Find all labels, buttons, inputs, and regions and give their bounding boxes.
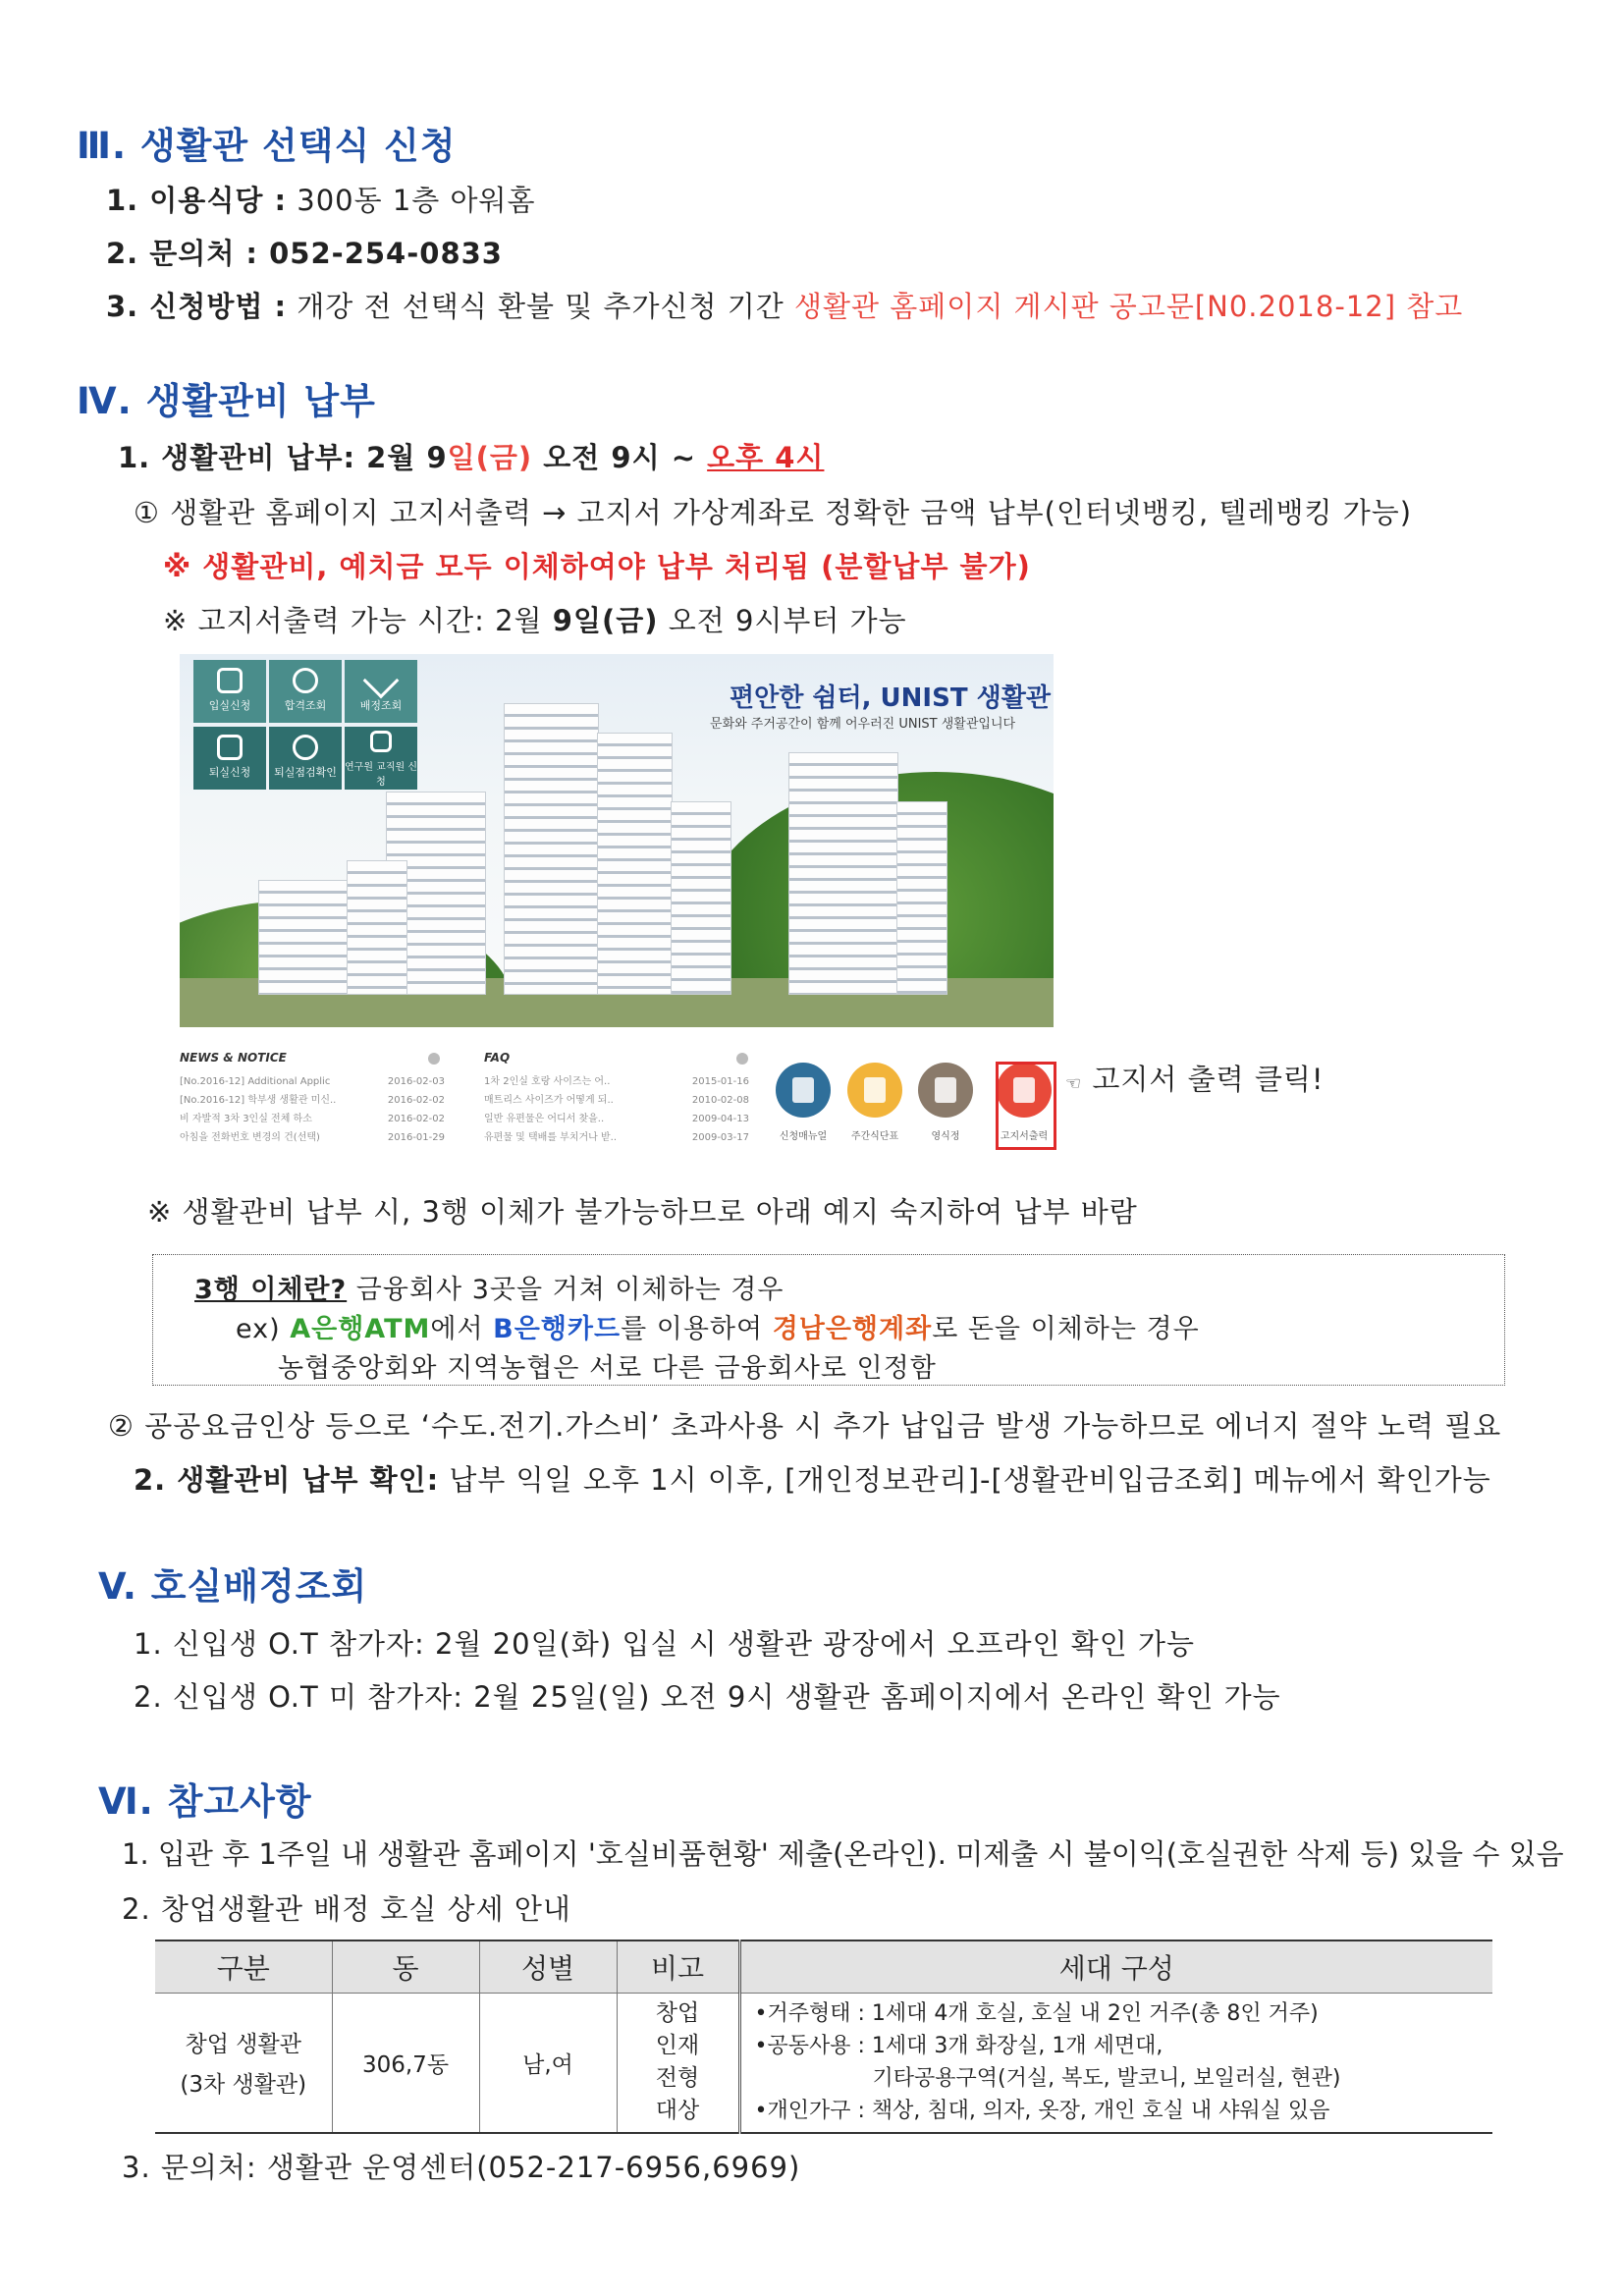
warning-1: ※ 생활관비, 예치금 모두 이체하여야 납부 처리됨 (분할납부 불가) xyxy=(163,550,1031,583)
list-item-title: [No.2016-12] Additional Applic xyxy=(180,1076,331,1087)
box-ex-a: A은행ATM xyxy=(290,1314,431,1344)
sec3-item1-label: 1. 이용식당 : xyxy=(106,184,288,217)
quick-button-3[interactable] xyxy=(918,1063,973,1118)
pay-label: 1. 생활관비 납부: 2월 9 xyxy=(118,441,448,474)
faq-list xyxy=(484,1072,749,1147)
cell-gender: 남,여 xyxy=(479,1994,617,2133)
confirm-value: 납부 익일 오후 1시 이후, [개인정보관리]-[생활관비입금조회] 메뉴에서 확인가능 xyxy=(449,1463,1491,1497)
menu-tile-checkout-inspection[interactable] xyxy=(269,727,342,790)
box-ex-c: 경남은행계좌 xyxy=(772,1314,933,1344)
box-question: 3행 이체란? xyxy=(194,1275,348,1305)
menu-tile-move-in[interactable] xyxy=(193,660,266,723)
cell-type-line1: 창업 생활관 xyxy=(185,2032,301,2058)
list-item[interactable] xyxy=(484,1091,749,1110)
cell-detail xyxy=(739,1994,1492,2133)
menu-tile-label: 배정조회 xyxy=(359,699,403,712)
list-item-title: 1차 2인실 호랑 사이즈는 어.. xyxy=(484,1076,611,1087)
cell-note-line: 창업 xyxy=(655,2000,700,2027)
search-icon xyxy=(293,735,318,760)
list-item-date: 2015-01-16 xyxy=(691,1076,749,1087)
list-item-title: 매트리스 사이즈가 어떻게 되.. xyxy=(484,1095,614,1106)
quick-button-label: 신청매뉴얼 xyxy=(779,1131,828,1142)
sec3-item1-value: 300동 1층 아워홈 xyxy=(297,184,536,217)
sec3-item1 xyxy=(106,179,536,219)
news-more-icon[interactable] xyxy=(428,1053,440,1065)
quick-button-label: 주간식단표 xyxy=(850,1131,899,1142)
list-item[interactable] xyxy=(180,1110,445,1128)
quick-button-1[interactable] xyxy=(776,1063,831,1118)
sec3-item3 xyxy=(106,285,1463,325)
cell-detail-line: •공동사용 : 1세대 3개 화장실, 1개 세면대, xyxy=(754,2034,1163,2059)
box-ex-b: B은행카드 xyxy=(493,1314,622,1344)
section-6-title: Ⅵ. 참고사항 xyxy=(98,1780,312,1823)
box-note: 농협중앙회와 지역농협은 서로 다른 금융회사로 인정함 xyxy=(278,1353,937,1384)
warning-2-post: 오전 9시부터 가능 xyxy=(668,604,907,637)
building xyxy=(504,703,599,995)
list-item-date: 2016-01-29 xyxy=(387,1132,445,1143)
menu-tile-label: 입실신청 xyxy=(208,699,251,712)
list-item[interactable] xyxy=(180,1128,445,1147)
building xyxy=(896,801,947,995)
list-item-title: 아침을 전화번호 변경의 건(선택) xyxy=(180,1132,320,1143)
dorm-assignment-table xyxy=(155,1940,1492,2134)
sec3-item2: 2. 문의처 : 052-254-0833 xyxy=(106,237,503,270)
box-ex-c2: 로 돈을 이체하는 경우 xyxy=(932,1314,1200,1344)
table-header: 성별 xyxy=(479,1941,617,1994)
menu-tile-staff[interactable] xyxy=(345,727,417,790)
faq-title: FAQ xyxy=(484,1051,511,1065)
box-ex-a2: 에서 xyxy=(430,1314,484,1344)
sec5-item1: 1. 신입생 O.T 참가자: 2월 20일(화) 입실 시 생활관 광장에서 오프라인 확인 가능 xyxy=(134,1627,1196,1661)
list-item-date: 2016-02-02 xyxy=(387,1095,445,1106)
news-title: NEWS & NOTICE xyxy=(180,1051,287,1065)
list-item-title: 일반 유편물은 어디서 찾을.. xyxy=(484,1114,605,1124)
quick-button-label: 영식정 xyxy=(931,1131,960,1142)
exit-icon xyxy=(217,735,243,760)
cell-detail-line: 기타공용구역(거실, 복도, 발코니, 보일러실, 현관) xyxy=(872,2066,1341,2092)
document-icon xyxy=(217,668,243,693)
cell-detail-line: •거주형태 : 1세대 4개 호실, 호실 내 2인 거주(총 8인 거주) xyxy=(754,2001,1319,2027)
news-panel xyxy=(180,1051,445,1147)
cell-note xyxy=(617,1994,739,2133)
warning-2 xyxy=(163,599,907,639)
cell-detail-line: •개인가구 : 책상, 침대, 의자, 옷장, 개인 호실 내 샤워실 있음 xyxy=(754,2099,1330,2124)
quick-button-icon xyxy=(935,1077,956,1103)
list-item-date: 2009-04-13 xyxy=(691,1114,749,1124)
quick-button-icon xyxy=(792,1077,814,1103)
list-item-date: 2016-02-02 xyxy=(387,1114,445,1124)
step-2: ② 공공요금인상 등으로 ‘수도.전기.가스비’ 초과사용 시 추가 납입금 발생 가능하므로 에너지 절약 노력 필요 xyxy=(108,1409,1502,1443)
building xyxy=(597,733,673,995)
list-item[interactable] xyxy=(180,1072,445,1091)
section-3-title: Ⅲ. 생활관 선택식 신청 xyxy=(77,125,457,167)
warning-2-pre: ※ 고지서출력 가능 시간: 2월 xyxy=(163,604,543,637)
click-note xyxy=(1065,1058,1325,1098)
fork-icon xyxy=(363,663,400,699)
list-item[interactable] xyxy=(484,1128,749,1147)
building xyxy=(788,752,898,995)
menu-tile-label: 퇴실점검확인 xyxy=(274,766,337,779)
table-header: 구분 xyxy=(155,1941,332,1994)
sec6-item1: 1. 입관 후 1주일 내 생활관 홈페이지 '호실비품현황' 제출(온라인). 미제출 시 불이익(호실권한 삭제 등) 있을 수 있음 xyxy=(122,1837,1564,1871)
menu-tile-assignment[interactable] xyxy=(345,660,417,723)
table-row xyxy=(155,1994,1492,2133)
list-item[interactable] xyxy=(484,1110,749,1128)
click-note-text: 고지서 출력 클릭! xyxy=(1092,1063,1325,1096)
cell-dong: 306,7동 xyxy=(332,1994,479,2133)
faq-more-icon[interactable] xyxy=(736,1053,748,1065)
box-ex-b2: 를 이용하여 xyxy=(621,1314,764,1344)
menu-tile-move-out[interactable] xyxy=(193,727,266,790)
list-item-title: 유편물 및 택배를 부치거나 받.. xyxy=(484,1132,617,1143)
quick-button-icon xyxy=(864,1077,886,1103)
homepage-slogan-sub: 문화와 주거공간이 함께 어우러진 UNIST 생활관입니다 xyxy=(710,717,1016,732)
list-item-title: [No.2016-12] 학부생 생활관 미신.. xyxy=(180,1095,337,1106)
highlight-box xyxy=(996,1062,1056,1150)
dormitory-homepage-screenshot xyxy=(180,654,1054,1027)
cell-note-line: 대상 xyxy=(655,2098,700,2124)
section-4-title: Ⅳ. 생활관비 납부 xyxy=(77,380,376,422)
sec3-item3-ref: 생활관 홈페이지 게시판 공고문[N0.2018-12] 참고 xyxy=(794,290,1464,323)
list-item-date: 2016-02-03 xyxy=(387,1076,445,1087)
sec5-item2: 2. 신입생 O.T 미 참가자: 2월 25일(일) 오전 9시 생활관 홈페이지에서 온라인 확인 가능 xyxy=(134,1680,1281,1714)
pay-end: 오후 4시 xyxy=(707,441,825,474)
transfer-note: ※ 생활관비 납부 시, 3행 이체가 불가능하므로 아래 예지 숙지하여 납부 바람 xyxy=(147,1195,1138,1229)
section-5-title: V. 호실배정조회 xyxy=(98,1565,368,1608)
pointing-hand-icon: ☜ xyxy=(1065,1073,1083,1094)
faq-panel xyxy=(484,1051,749,1147)
confirm-label: 2. 생활관비 납부 확인: xyxy=(134,1463,440,1497)
building xyxy=(258,880,349,995)
payment-confirm xyxy=(134,1458,1491,1499)
building xyxy=(671,801,731,995)
list-item-date: 2010-02-08 xyxy=(691,1095,749,1106)
sec3-item3-label: 3. 신청방법 : xyxy=(106,290,288,323)
box-example xyxy=(236,1307,1200,1345)
cell-type-line2: (3차 생활관) xyxy=(180,2072,307,2099)
menu-tile-label: 연구원 교직원 신청 xyxy=(345,762,417,788)
step-1: ① 생활관 홈페이지 고지서출력 → 고지서 가상계좌로 정확한 금액 납부(인터넷뱅킹, 텔레뱅킹 가능) xyxy=(134,496,1413,529)
menu-tile-admission[interactable] xyxy=(269,660,342,723)
news-list xyxy=(180,1072,445,1147)
pay-mid: 오전 9시 ~ xyxy=(543,441,697,474)
menu-tile-label: 퇴실신청 xyxy=(208,766,251,779)
building xyxy=(347,860,407,995)
list-item[interactable] xyxy=(484,1072,749,1091)
list-item[interactable] xyxy=(180,1091,445,1110)
cell-note-line: 인재 xyxy=(655,2033,700,2059)
cell-note-line: 전형 xyxy=(655,2065,700,2092)
sec6-item2: 2. 창업생활관 배정 호실 상세 안내 xyxy=(122,1892,571,1926)
cell-type xyxy=(155,1994,332,2133)
sec3-item3-value: 개강 전 선택식 환불 및 추가신청 기간 xyxy=(297,290,784,323)
homepage-slogan: 편안한 쉼터, UNIST 생활관 xyxy=(730,683,1051,713)
box-definition xyxy=(194,1268,784,1306)
list-item-date: 2009-03-17 xyxy=(691,1132,749,1143)
building-icon xyxy=(370,731,392,752)
warning-2-day: 9일(금) xyxy=(552,604,659,637)
payment-period xyxy=(118,436,824,476)
table-header: 동 xyxy=(332,1941,479,1994)
table-header: 세대 구성 xyxy=(739,1941,1492,1994)
search-plus-icon xyxy=(293,668,318,693)
quick-button-2[interactable] xyxy=(847,1063,902,1118)
list-item-title: 비 자발적 3차 3인실 전체 하소 xyxy=(180,1114,312,1124)
pay-day: 일(금) xyxy=(447,441,533,474)
menu-tile-label: 합격조회 xyxy=(284,699,327,712)
table-header: 비고 xyxy=(617,1941,739,1994)
quick-button-label: 고지서출력 xyxy=(1000,1131,1049,1142)
sec6-item3: 3. 문의처: 생활관 운영센터(052-217-6956,6969) xyxy=(122,2151,801,2184)
box-def-text: 금융회사 3곳을 거쳐 이체하는 경우 xyxy=(355,1275,784,1305)
table-header-row xyxy=(155,1941,1492,1994)
box-ex-pre: ex) xyxy=(236,1314,281,1344)
